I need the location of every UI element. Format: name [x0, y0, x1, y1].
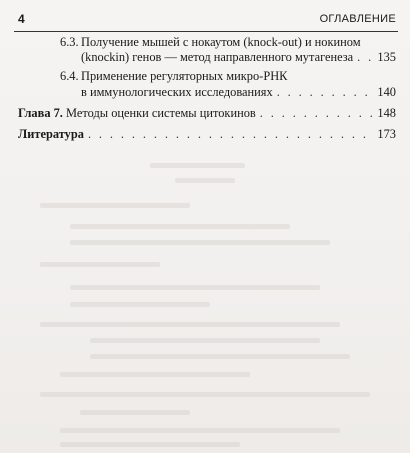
toc-chapter-title: Методы оценки системы цитокинов	[66, 105, 256, 120]
toc-entry-literature[interactable]	[18, 127, 396, 142]
toc-page-number: 173	[377, 127, 396, 142]
running-head: ОГЛАВЛЕНИЕ	[319, 13, 396, 25]
dot-leader	[260, 106, 374, 121]
toc-entry-number: 6.4.	[60, 69, 79, 84]
toc-entry-6-3[interactable]	[18, 35, 396, 65]
toc-entry-title-line: Получение мышей с нокаутом (knock-out) и нокином	[81, 35, 361, 49]
dot-leader	[88, 127, 373, 142]
toc-entry-number: 6.3.	[60, 35, 79, 49]
page-header	[18, 12, 396, 30]
toc-entry-chapter-7[interactable]	[18, 106, 396, 121]
toc-page-number: 148	[377, 105, 396, 120]
toc-entry-title-line: (knockin) генов — метод направленного мутагенеза	[81, 50, 354, 65]
toc-entry-6-4[interactable]	[18, 69, 396, 99]
table-of-contents	[18, 35, 396, 142]
toc-page-number: 140	[377, 84, 396, 99]
toc-entry-title-line: Применение регуляторных микро-РНК	[81, 69, 288, 84]
header-rule	[14, 31, 398, 32]
dot-leader	[357, 50, 373, 65]
toc-literature-label: Литература	[18, 127, 84, 142]
dot-leader	[277, 85, 374, 100]
page-number: 4	[18, 12, 25, 26]
toc-entry-title-line: в иммунологических исследованиях	[81, 84, 273, 99]
toc-page-number: 135	[377, 50, 396, 65]
toc-chapter-label: Глава 7.	[18, 105, 63, 120]
